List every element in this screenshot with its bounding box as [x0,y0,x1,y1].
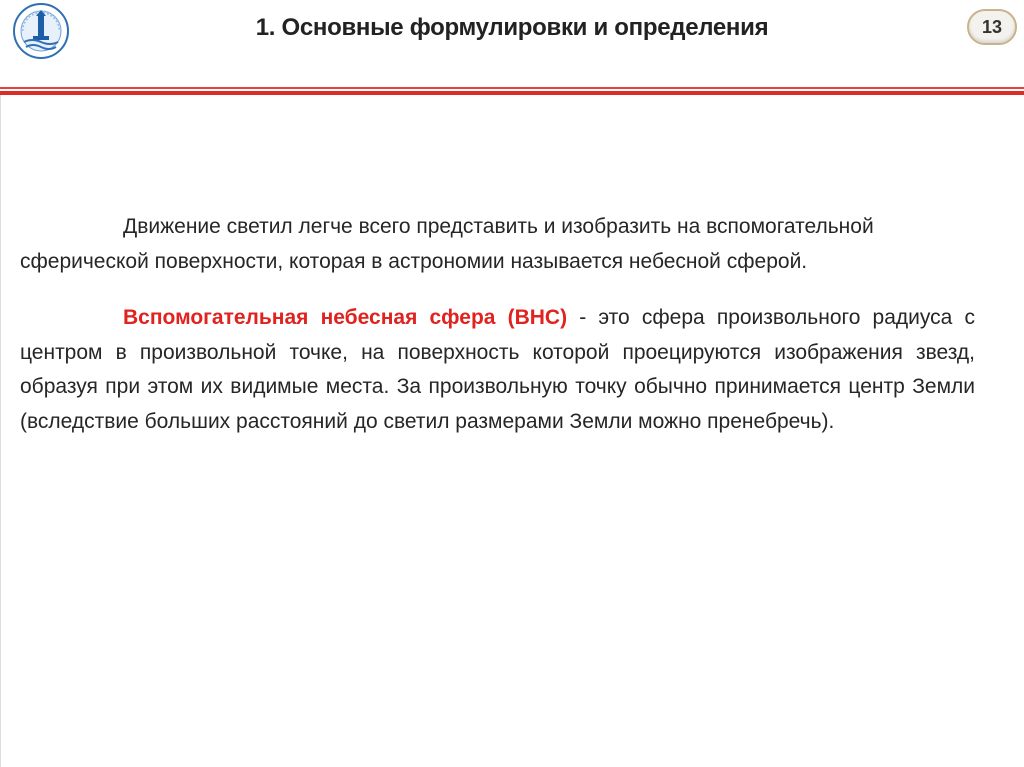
paragraph-definition [20,301,975,439]
slide-body [20,210,975,439]
header-divider-thick [0,91,1024,95]
paragraph-intro: Движение светил легче всего представить и изобразить на вспомогательной сферической поверхности, которая в астрономии называется небесной сферой. [20,215,874,273]
definition-term: Вспомогательная небесная сфера (ВНС) [123,306,568,329]
slide-frame-left [0,95,1,767]
page-number-badge: 13 [967,9,1017,45]
definition-text: - это сфера произвольного радиуса с центром в произвольной точке, на поверхность которой проецируются изображения звезд, образуя при этом их видимые места. За произвольную точку обычно принимается центр Земли (вследствие больших расстояний до светил размерами Земли можно пренебречь). [20,306,975,433]
header-divider-thin [0,87,1024,89]
slide-header [0,0,1024,92]
page-title: 1. Основные формулировки и определения [255,14,769,41]
